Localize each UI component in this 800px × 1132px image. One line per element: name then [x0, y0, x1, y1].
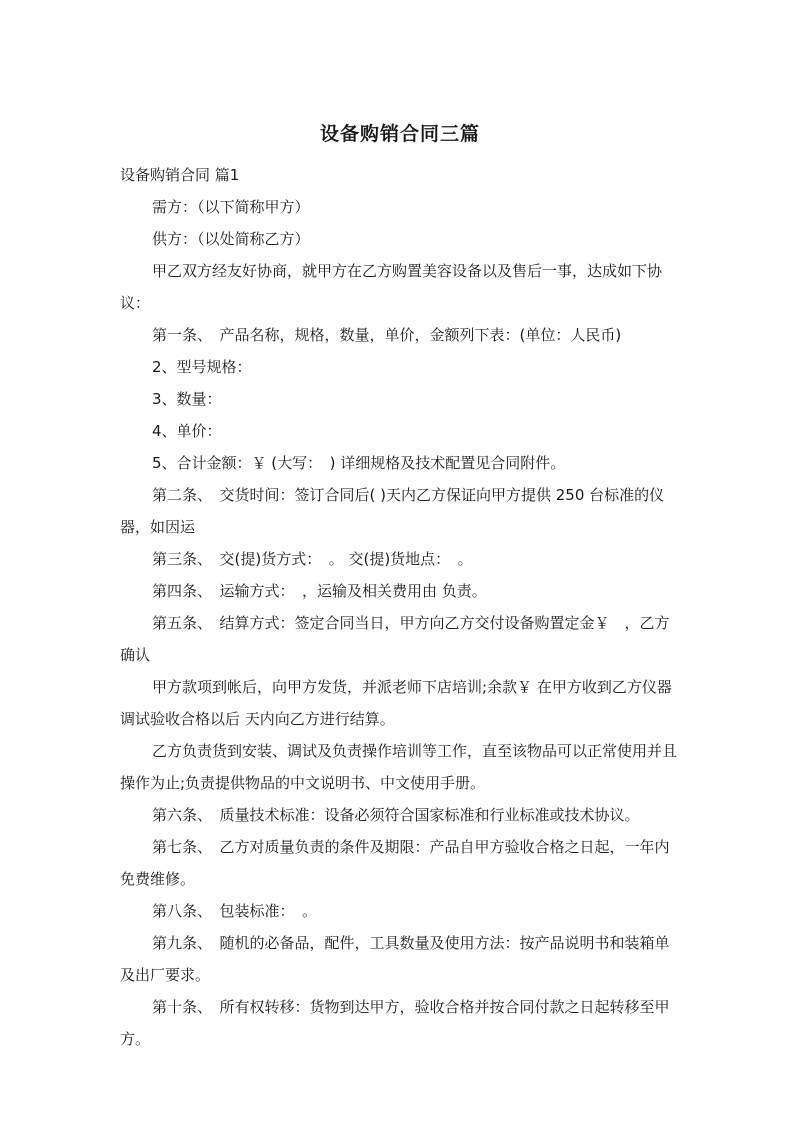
- article-10: 第十条、 所有权转移：货物到达甲方，验收合格并按合同付款之日起转移至甲方。: [120, 998, 670, 1048]
- section-heading: 设备购销合同 篇1: [120, 166, 240, 184]
- document-title: 设备购销合同三篇: [319, 123, 480, 145]
- item-quantity: 3、数量：: [152, 390, 222, 408]
- item-unit-price: 4、单价：: [152, 422, 222, 440]
- paragraph-buyer: 需方：（以下简称甲方）: [152, 198, 310, 216]
- article-5: 第五条、 结算方式：签定合同当日，甲方向乙方交付设备购置定金￥ ，乙方确认: [120, 614, 670, 664]
- paragraph-seller: 供方：（以处简称乙方）: [152, 230, 310, 248]
- article-8: 第八条、 包装标准： 。: [152, 902, 318, 920]
- paragraph-installation: 乙方负责货到安装、调试及负责操作培训等工作，直至该物品可以正常使用并且操作为止;负责提供物品的中文说明书、中文使用手册。: [120, 742, 678, 792]
- article-2: 第二条、 交货时间：签订合同后( )天内乙方保证向甲方提供 250 台标准的仪器，如因运: [120, 486, 665, 536]
- item-model: 2、型号规格：: [152, 358, 252, 376]
- article-9: 第九条、 随机的必备品，配件，工具数量及使用方法：按产品说明书和装箱单及出厂要求。: [120, 934, 670, 984]
- article-4: 第四条、 运输方式： ，运输及相关费用由 负责。: [152, 582, 487, 600]
- paragraph-payment: 甲方款项到帐后，向甲方发货，并派老师下店培训;余款￥ 在甲方收到乙方仪器调试验收合格以后 天内向乙方进行结算。: [120, 678, 672, 728]
- article-7: 第七条、 乙方对质量负责的条件及期限：产品自甲方验收合格之日起，一年内免费维修。: [120, 838, 670, 888]
- article-6: 第六条、 质量技术标准：设备必须符合国家标准和行业标准或技术协议。: [152, 806, 640, 824]
- document-body: [120, 159, 680, 1055]
- article-3: 第三条、 交(提)货方式： 。 交(提)货地点： 。: [152, 550, 473, 568]
- paragraph-intro: 甲乙双方经友好协商，就甲方在乙方购置美容设备以及售后一事，达成如下协议：: [120, 262, 663, 312]
- article-1: 第一条、 产品名称，规格，数量，单价，金额列下表：(单位：人民币): [152, 326, 622, 344]
- item-total-amount: 5、合计金额：￥ (大写： ) 详细规格及技术配置见合同附件。: [152, 454, 566, 472]
